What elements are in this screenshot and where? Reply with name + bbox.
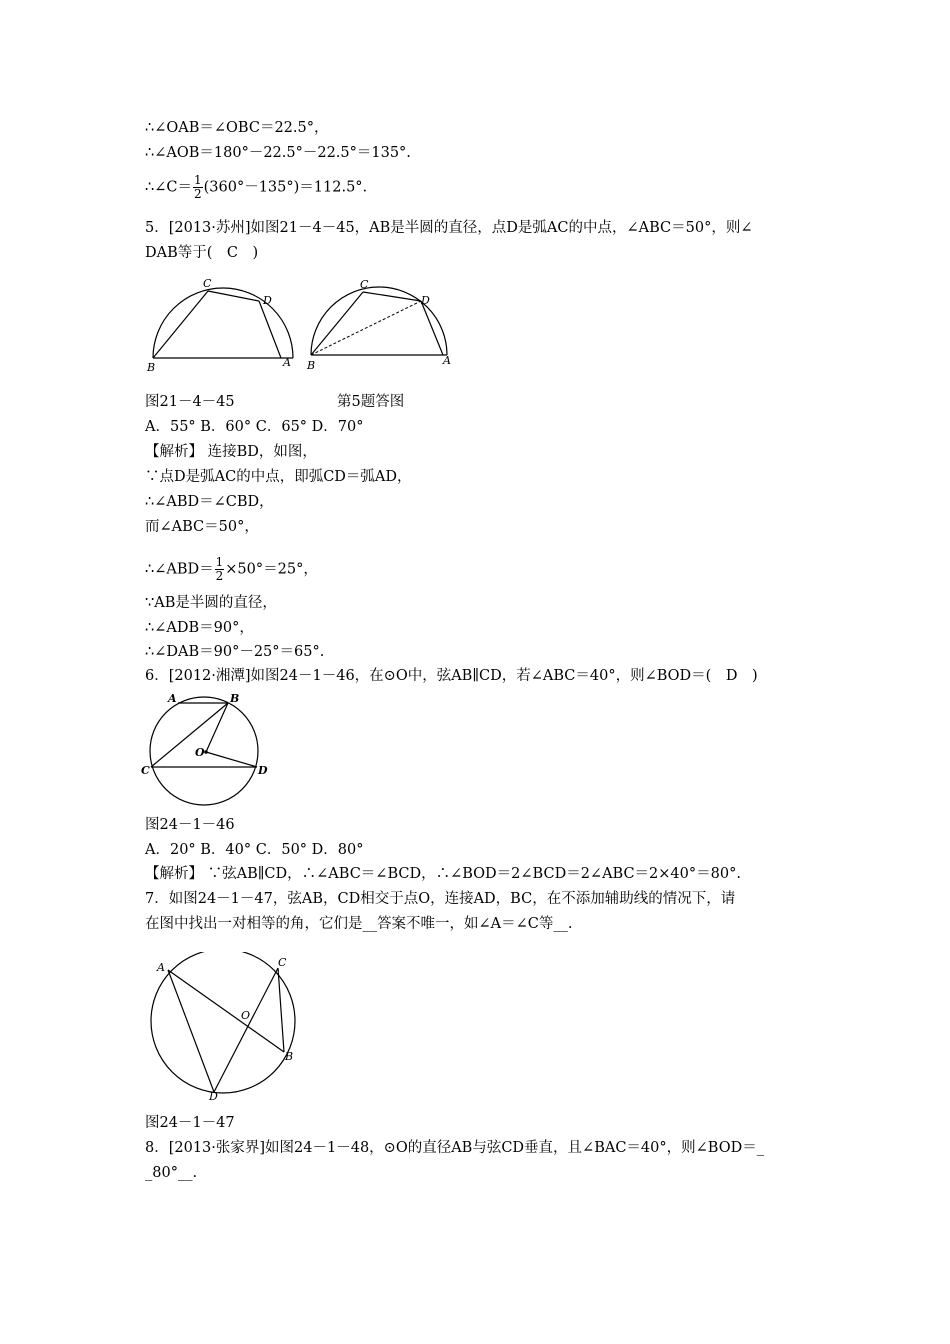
fraction bbox=[193, 174, 203, 201]
text-segment: ∴∠ABD＝ bbox=[145, 561, 214, 578]
point-label: B bbox=[230, 692, 240, 705]
answer-options: A．20° B．40° C．50° D．80° bbox=[145, 842, 364, 858]
text-segment: ×50°＝25°， bbox=[225, 561, 318, 578]
figure-7-circle bbox=[145, 952, 305, 1102]
question-5-line-1: 5．[2013·苏州]如图21－4－45，AB是半圆的直径，点D是弧AC的中点，∠ABC＝50°，则∠ bbox=[145, 220, 753, 236]
figure-5-answer bbox=[303, 275, 463, 375]
answer-blank: _80°__ bbox=[145, 1165, 193, 1181]
solution-line: ∵AB是半圆的直径， bbox=[145, 595, 277, 611]
point-label: O bbox=[241, 1009, 251, 1022]
answer-options: A．55° B．60° C．65° D．70° bbox=[145, 419, 364, 435]
fraction-numerator: 1 bbox=[215, 555, 224, 569]
point-label: A bbox=[283, 356, 291, 369]
solution-line: ∵点D是弧AC的中点，即弧CD＝弧AD， bbox=[145, 469, 412, 485]
question-8-line-2 bbox=[145, 1163, 197, 1183]
solution-line: 【解析】 连接BD，如图， bbox=[145, 444, 317, 460]
point-label: A bbox=[157, 961, 165, 974]
point-label: B bbox=[307, 359, 316, 372]
fraction bbox=[215, 556, 225, 583]
point-label: O bbox=[195, 746, 205, 759]
fraction-numerator: 1 bbox=[193, 173, 202, 187]
solution-line: ∴∠DAB＝90°－25°＝65°. bbox=[145, 644, 325, 660]
figure-5-semicircle bbox=[145, 275, 305, 375]
text-segment: (360°－135°)＝112.5°. bbox=[203, 179, 368, 196]
question-5-line-2: DAB等于( C ) bbox=[145, 245, 259, 261]
question-7-line-2 bbox=[145, 914, 572, 934]
solution-line: 而∠ABC＝50°， bbox=[145, 519, 259, 535]
text-segment: 在图中找出一对相等的角，它们是 bbox=[145, 916, 363, 932]
figure-6-circle bbox=[140, 690, 270, 812]
text-line bbox=[145, 174, 367, 201]
solution-line: ∴∠ABD＝∠CBD， bbox=[145, 494, 274, 510]
question-8-line-1: 8．[2013·张家界]如图24－1－48，⊙O的直径AB与弦CD垂直，且∠BAC＝40°，则∠BOD＝_ bbox=[145, 1140, 764, 1156]
fraction-denominator: 2 bbox=[215, 569, 224, 583]
point-label: C bbox=[141, 764, 150, 777]
point-label: B bbox=[147, 361, 156, 374]
question-7-line-1: 7．如图24－1－47，弦AB，CD相交于点O，连接AD，BC，在不添加辅助线的情况下，请 bbox=[145, 891, 736, 907]
text-line: ∴∠AOB＝180°－22.5°－22.5°＝135°. bbox=[145, 145, 411, 161]
point-label: B bbox=[285, 1050, 294, 1063]
point-label: C bbox=[203, 277, 212, 290]
point-label: D bbox=[421, 294, 430, 307]
solution-line: 【解析】 ∵弦AB∥CD，∴∠ABC＝∠BCD，∴∠BOD＝2∠BCD＝2∠ABC＝2×40°＝80°. bbox=[145, 866, 741, 882]
question-6: 6．[2012·湘潭]如图24－1－46，在⊙O中，弦AB∥CD，若∠ABC＝40°，则∠BOD＝( D ) bbox=[145, 668, 758, 684]
text-segment: ∴∠C＝ bbox=[145, 179, 192, 196]
solution-line bbox=[145, 556, 318, 583]
solution-line: ∴∠ADB＝90°， bbox=[145, 620, 254, 636]
figure-caption: 第5题答图 bbox=[337, 394, 405, 410]
answer-blank: __答案不唯一，如∠A＝∠C等__ bbox=[362, 916, 568, 932]
figure-caption: 图24－1－47 bbox=[145, 1115, 235, 1131]
figure-caption: 图21－4－45 bbox=[145, 394, 235, 410]
text-segment: . bbox=[192, 1165, 198, 1181]
point-label: A bbox=[168, 692, 177, 705]
text-segment: . bbox=[567, 916, 573, 932]
text-line: ∴∠OAB＝∠OBC＝22.5°， bbox=[145, 120, 329, 136]
point-label: A bbox=[443, 354, 451, 367]
point-label: C bbox=[278, 956, 287, 969]
fraction-denominator: 2 bbox=[193, 187, 202, 201]
point-label: C bbox=[360, 278, 369, 291]
point-label: D bbox=[263, 294, 272, 307]
point-label: D bbox=[209, 1090, 218, 1102]
figure-caption: 图24－1－46 bbox=[145, 817, 235, 833]
point-label: D bbox=[258, 764, 268, 777]
